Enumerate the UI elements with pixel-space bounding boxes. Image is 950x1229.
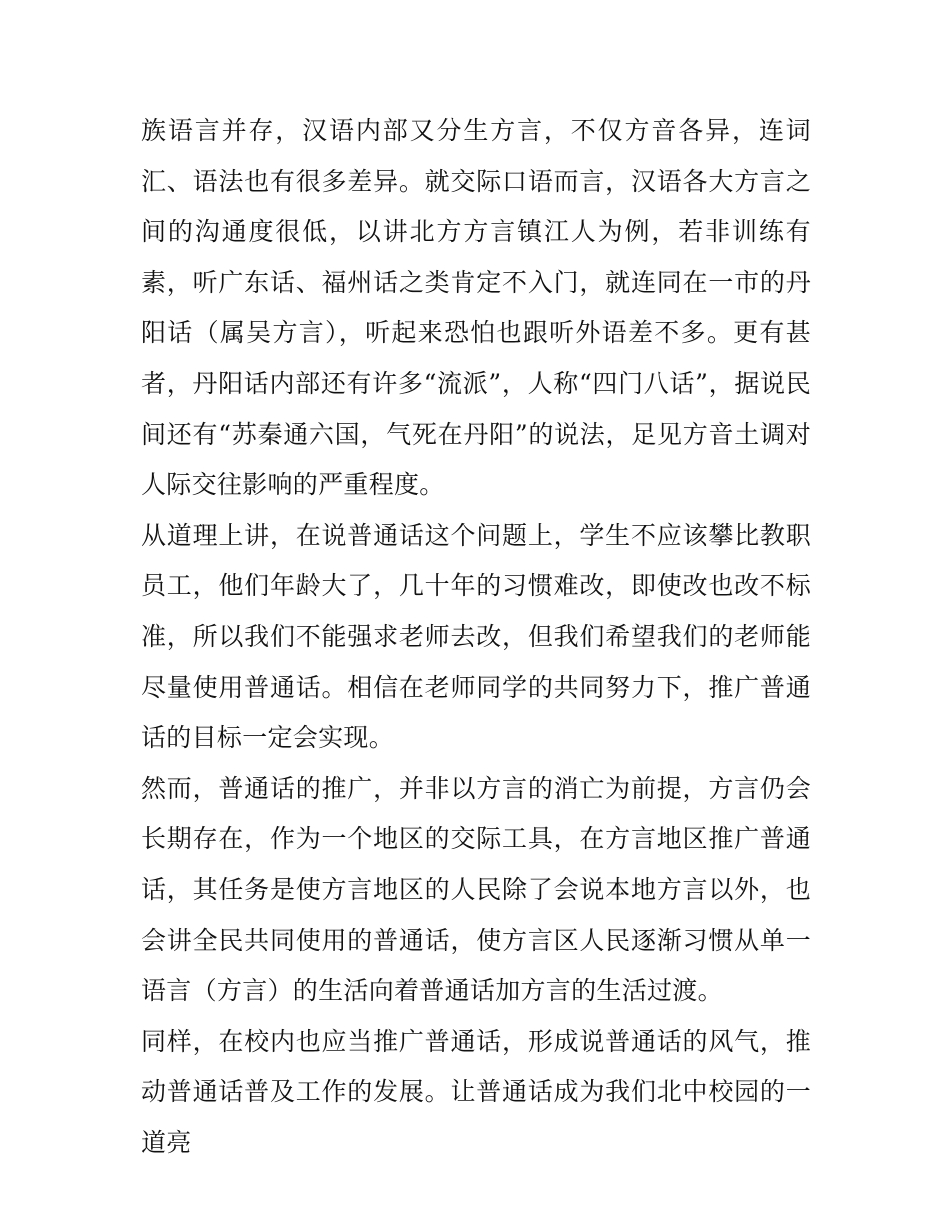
paragraph-dialect-diversity: 族语言并存，汉语内部又分生方言，不仅方音各异，连词汇、语法也有很多差异。就交际口语而言，汉语各大方言之间的沟通度很低，以讲北方方言镇江人为例，若非训练有素，听广东话、福州话之类肯定不入门，就连同在一市的丹阳话（属吴方言），听起来恐怕也跟听外语差不多。更有甚者，丹阳话内部还有许多“流派”，人称“四门八话”，据说民间还有“苏秦通六国，气死在丹阳”的说法，足见方音土调对人际交往影响的严重程度。 [141, 116, 811, 500]
paragraph-mandarin-promotion: 然而，普通话的推广，并非以方言的消亡为前提，方言仍会长期存在，作为一个地区的交际工具，在方言地区推广普通话，其任务是使方言地区的人民除了会说本地方言以外，也会讲全民共同使用的普通话，使方言区人民逐渐习惯从单一语言（方言）的生活向着普通话加方言的生活过渡。 [141, 773, 811, 1006]
document-body [141, 106, 811, 1168]
paragraph-teachers-mandarin: 从道理上讲，在说普通话这个问题上，学生不应该攀比教职员工，他们年龄大了，几十年的习惯难改，即使改也改不标准，所以我们不能强求老师去改，但我们希望我们的老师能尽量使用普通话。相信在老师同学的共同努力下，推广普通话的目标一定会实现。 [141, 520, 811, 753]
paragraph-campus-mandarin: 同样，在校内也应当推广普通话，形成说普通话的风气，推动普通话普及工作的发展。让普通话成为我们北中校园的一道亮 [141, 1026, 811, 1157]
